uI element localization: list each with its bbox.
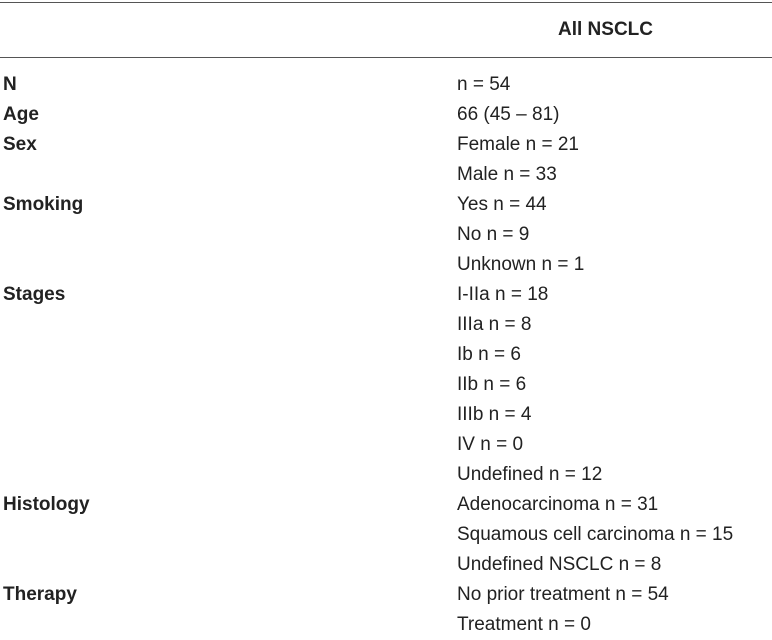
row-value: IV n = 0 xyxy=(457,434,524,455)
row-label: Histology xyxy=(3,494,90,515)
row-value: Adenocarcinoma n = 31 xyxy=(457,494,659,515)
table-row xyxy=(0,550,772,580)
table-row xyxy=(0,430,772,460)
row-label: Smoking xyxy=(3,194,84,215)
row-value: Squamous cell carcinoma n = 15 xyxy=(457,524,734,545)
table-row xyxy=(0,70,772,100)
row-label: Stages xyxy=(3,284,66,305)
table-row xyxy=(0,310,772,340)
row-value: IIIa n = 8 xyxy=(457,314,532,335)
row-label: N xyxy=(3,74,17,95)
row-label: Sex xyxy=(3,134,37,155)
table-row xyxy=(0,490,772,520)
table-row xyxy=(0,220,772,250)
row-value: IIb n = 6 xyxy=(457,374,527,395)
table-top-rule xyxy=(0,2,772,3)
row-value: No prior treatment n = 54 xyxy=(457,584,669,605)
table-row xyxy=(0,580,772,610)
row-value: Treatment n = 0 xyxy=(457,614,591,635)
table-header-rule xyxy=(0,57,772,58)
table-row xyxy=(0,610,772,640)
table-row xyxy=(0,190,772,220)
row-label: Age xyxy=(3,104,39,125)
column-header-all-nsclc: All NSCLC xyxy=(558,19,653,40)
row-value: n = 54 xyxy=(457,74,511,95)
row-value: Yes n = 44 xyxy=(457,194,547,215)
row-value: Female n = 21 xyxy=(457,134,579,155)
row-value: Unknown n = 1 xyxy=(457,254,585,275)
table-row xyxy=(0,460,772,490)
row-label: Therapy xyxy=(3,584,77,605)
row-value: No n = 9 xyxy=(457,224,530,245)
table-row xyxy=(0,520,772,550)
table-row xyxy=(0,160,772,190)
table-row xyxy=(0,100,772,130)
table-row xyxy=(0,370,772,400)
row-value: IIIb n = 4 xyxy=(457,404,532,425)
table-row xyxy=(0,400,772,430)
table-row xyxy=(0,340,772,370)
row-value: Ib n = 6 xyxy=(457,344,521,365)
table-row xyxy=(0,250,772,280)
row-value: Undefined n = 12 xyxy=(457,464,603,485)
table-row xyxy=(0,130,772,160)
row-value: Male n = 33 xyxy=(457,164,557,185)
table-row xyxy=(0,280,772,310)
row-value: Undefined NSCLC n = 8 xyxy=(457,554,662,575)
table-body xyxy=(0,70,772,640)
row-value: 66 (45 – 81) xyxy=(457,104,560,125)
row-value: I-IIa n = 18 xyxy=(457,284,549,305)
